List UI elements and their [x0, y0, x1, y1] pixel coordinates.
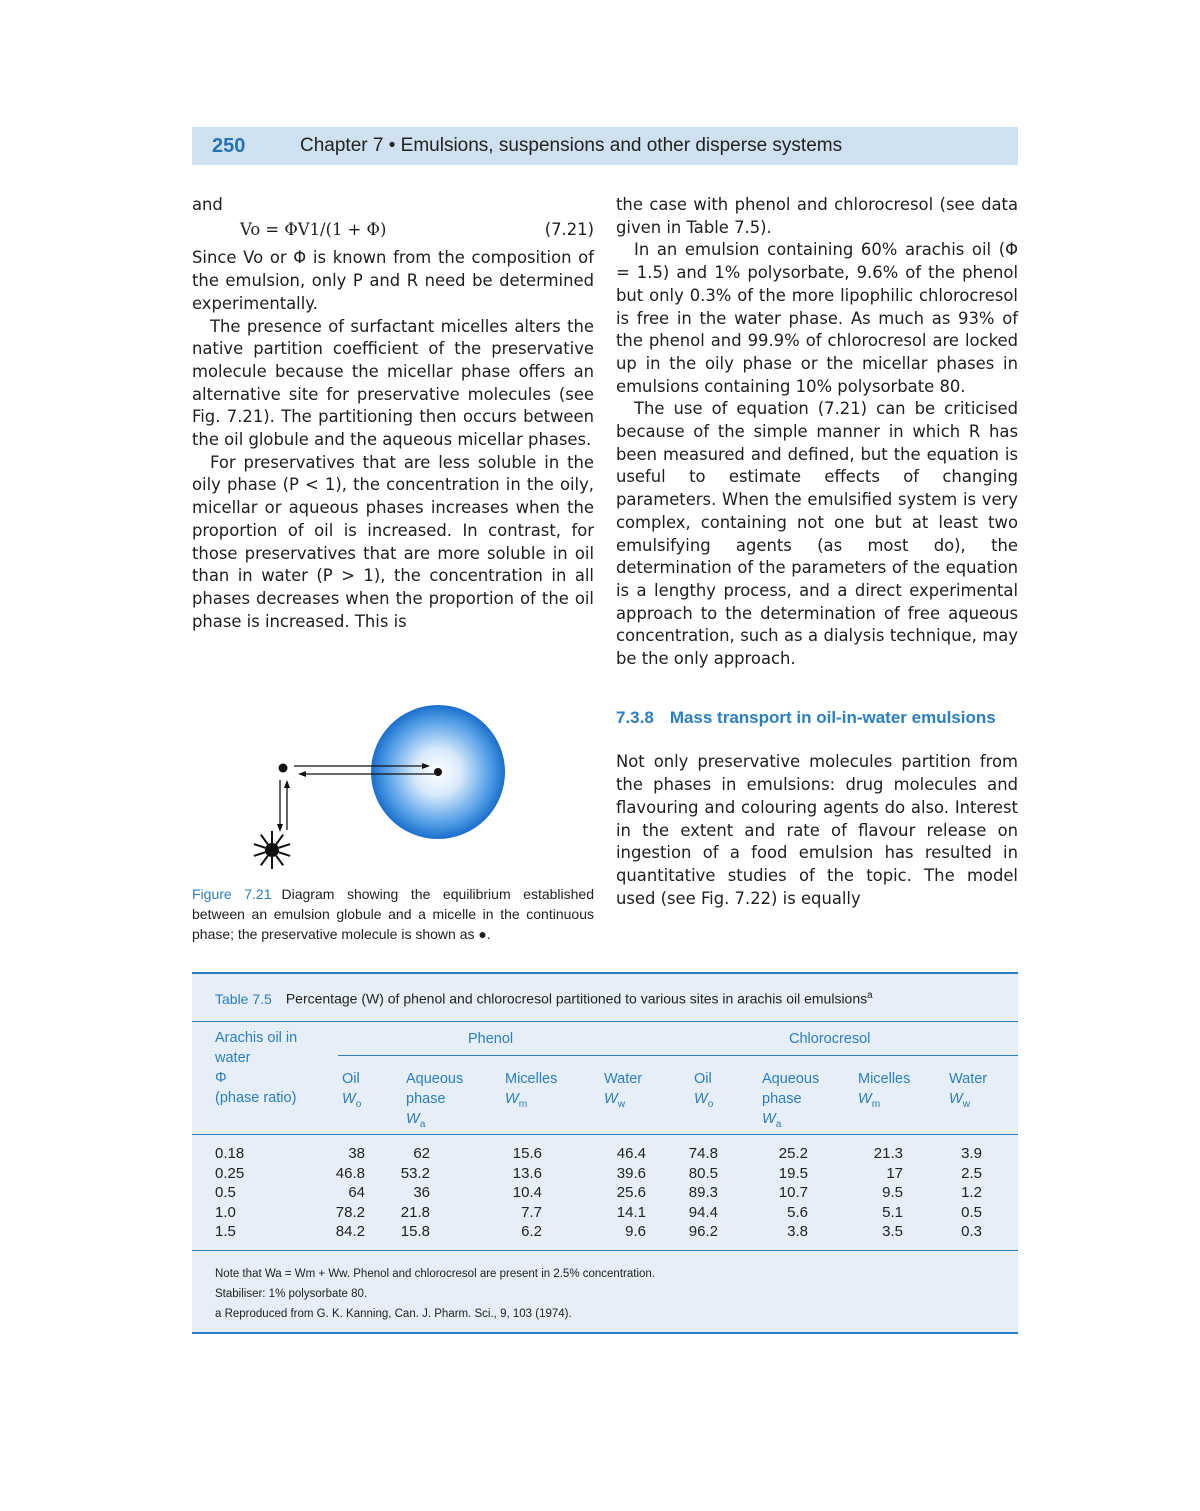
rule-body-bottom	[192, 1250, 1018, 1251]
column-header: Oil $W_o$	[694, 1071, 714, 1110]
paragraph: the case with phenol and chlorocresol (see data given in Table 7.5).	[616, 195, 1018, 237]
section-title: Mass transport in oil-in-water emulsions	[669, 707, 996, 727]
table-column	[482, 1144, 542, 1242]
paragraph: The use of equation (7.21) can be criticised because of the simple manner in which R has been measured and defined, but the equation is useful to estimate effects of changing parameters. When the emulsified system is very complex, containing not one but at least two emulsifying agents (as most do), the determination of the parameters of the equation is a lengthy process, and a direct experimental approach to the determination of free aqueous concentration, such as a dialysis technique, may be the only approach.	[616, 399, 1018, 669]
table-cell: 46.4	[616, 1145, 646, 1162]
column-header: Oil $W_o$	[342, 1071, 362, 1110]
table-cell: 17	[886, 1164, 903, 1182]
table-cell: 15.8	[400, 1223, 430, 1240]
table-note: Stabiliser: 1% polysorbate 80.	[215, 1288, 368, 1300]
table-cell: 0.18	[215, 1145, 245, 1162]
table-cell: 3.8	[787, 1223, 808, 1240]
figure-label: Figure 7.21	[192, 886, 272, 902]
table-column	[370, 1144, 430, 1242]
preservative-molecule-free	[279, 764, 288, 773]
table-cell: 5.1	[882, 1203, 903, 1221]
column-header: Aqueous phase $W_a$	[762, 1071, 820, 1130]
column-header: Aqueous phase $W_a$	[406, 1071, 464, 1130]
table-cell: 1.2	[961, 1184, 982, 1201]
table-label: Table 7.5	[215, 990, 272, 1007]
left-column	[192, 194, 594, 633]
table-cell: 9.6	[625, 1223, 646, 1240]
table-cell: 39.6	[616, 1164, 646, 1182]
table-cell: 80.5	[688, 1164, 718, 1182]
table-cell: 38	[348, 1145, 365, 1162]
preservative-molecule-in-globule	[434, 768, 442, 776]
paragraph: The presence of surfactant micelles alters the native partition coefficient of the preservative molecule because the micellar phase offers an alternative site for preservative molecules (see Fig. 7.21). The partitioning then occurs between the oil globule and the aqueous micellar phases.	[192, 316, 594, 450]
paragraph: For preservatives that are less soluble in the oily phase (P < 1), the concentration in the oily, micellar or aqueous phases increases when the proportion of oil is increased. In contrast, for those preservatives that are more soluble in oil than in water (P > 1), the concentration in all phases decreases when the proportion of the oil phase is increased. This is	[192, 452, 594, 631]
group-header-phenol: Phenol	[468, 1031, 514, 1047]
table-cell: 1.0	[215, 1203, 236, 1221]
table-cell: 9.5	[882, 1184, 903, 1201]
table-column	[922, 1144, 982, 1242]
paragraph: Not only preservative molecules partition from the phases in emulsions: drug molecules and flavouring and colouring agents do also. Interest in the extent and rate of flavour release on ingestion of a food emulsion has resulted in quantitative studies of the topic. The model used (see Fig. 7.22) is equally	[616, 752, 1018, 908]
table-column	[305, 1144, 365, 1242]
phase-ratio-header: Arachis oil in water Φ (phase ratio)	[215, 1030, 298, 1106]
table-cell: 19.5	[778, 1164, 808, 1182]
table-cell: 0.25	[215, 1164, 245, 1182]
table-column	[843, 1144, 903, 1242]
table-cell: 3.5	[882, 1223, 903, 1240]
column-header: Micelles $W_m$	[858, 1071, 911, 1110]
table-cell: 25.6	[616, 1184, 646, 1201]
running-title: Chapter 7 • Emulsions, suspensions and other disperse systems	[300, 135, 843, 156]
table-cell: 78.2	[335, 1203, 365, 1221]
rule-header-bottom	[192, 1134, 1018, 1135]
table-cell: 21.3	[873, 1145, 903, 1162]
column-header: Water $W_w$	[604, 1071, 643, 1110]
table-note: a Reproduced from G. K. Kanning, Can. J. Pharm. Sci., 9, 103 (1974).	[215, 1308, 572, 1320]
table-cell: 10.4	[512, 1184, 542, 1201]
table-cell: 13.6	[512, 1164, 542, 1182]
table-cell: 2.5	[961, 1164, 982, 1182]
table-column	[748, 1144, 808, 1242]
table-cell: 36	[413, 1184, 430, 1201]
table-cell: 96.2	[688, 1223, 718, 1240]
group-header-chlorocresol: Chlorocresol	[789, 1031, 871, 1047]
table-cell: 53.2	[400, 1164, 430, 1182]
table-caption-footnote-mark: a	[867, 990, 873, 1001]
table-cell: 14.1	[616, 1203, 646, 1221]
table-cell: 74.8	[688, 1145, 718, 1162]
table-cell: 6.2	[521, 1223, 542, 1240]
column-header: Water $W_w$	[949, 1071, 988, 1110]
table-caption-text: Percentage (W) of phenol and chlorocresol partitioned to various sites in arachis oil emulsions	[285, 990, 868, 1007]
table-cell: 89.3	[688, 1184, 718, 1201]
table-cell: 62	[413, 1145, 430, 1162]
page-number: 250	[212, 135, 246, 157]
table-cell: 84.2	[335, 1223, 365, 1240]
table-cell: 1.5	[215, 1223, 236, 1240]
right-column	[616, 194, 1018, 910]
table-column	[658, 1144, 718, 1242]
table-cell: 10.7	[778, 1184, 808, 1201]
column-header: Micelles $W_m$	[505, 1071, 558, 1110]
table-caption	[215, 990, 873, 1007]
section-number: 7.3.8	[616, 707, 654, 727]
section-heading	[616, 707, 1018, 730]
table-cell: 64	[348, 1184, 365, 1201]
table-cell: 25.2	[778, 1145, 808, 1162]
equation-expression: Vo = ΦV1/(1 + Φ)	[240, 219, 387, 239]
table-cell: 0.5	[961, 1203, 982, 1221]
figure-caption	[192, 884, 594, 944]
table-cell: 46.8	[335, 1164, 365, 1182]
rule-group	[338, 1055, 1018, 1056]
table-cell: 94.4	[688, 1203, 718, 1221]
table-notes	[215, 1264, 655, 1324]
table-cell: 7.7	[521, 1203, 542, 1221]
paragraph: Since Vo or Φ is known from the composition of the emulsion, only P and R need be determined experimentally.	[192, 248, 594, 313]
phase-ratio-column	[215, 1144, 244, 1242]
table-note: Note that Wa = Wm + Ww. Phenol and chlorocresol are present in 2.5% concentration.	[215, 1268, 655, 1280]
equation-7-21	[192, 219, 594, 242]
running-header	[192, 127, 1018, 165]
table-cell: 15.6	[512, 1145, 542, 1162]
table-cell: 0.5	[215, 1184, 236, 1201]
figure-7-21-diagram	[250, 700, 540, 875]
table-cell: 0.3	[961, 1223, 982, 1240]
micelle	[254, 831, 290, 869]
table-7-5	[192, 972, 1018, 1334]
paragraph: In an emulsion containing 60% arachis oil (Φ = 1.5) and 1% polysorbate, 9.6% of the phenol but only 0.3% of the more lipophilic chlorocresol is free in the water phase. As much as 93% of the phenol and 99.9% of chlorocresol are locked up in the oily phase or the micellar phases in emulsions containing 10% polysorbate 80.	[616, 240, 1018, 396]
figure-caption-text: Diagram showing the equilibrium established between an emulsion globule and a micelle in the continuous phase; the preservative molecule is shown as ●.	[192, 886, 594, 942]
table-column	[586, 1144, 646, 1242]
rule-top	[192, 1021, 1018, 1022]
intro-word: and	[192, 195, 223, 214]
table-cell: 21.8	[400, 1203, 430, 1221]
equation-number: (7.21)	[544, 219, 594, 239]
table-cell: 5.6	[787, 1203, 808, 1221]
table-cell: 3.9	[961, 1145, 982, 1162]
